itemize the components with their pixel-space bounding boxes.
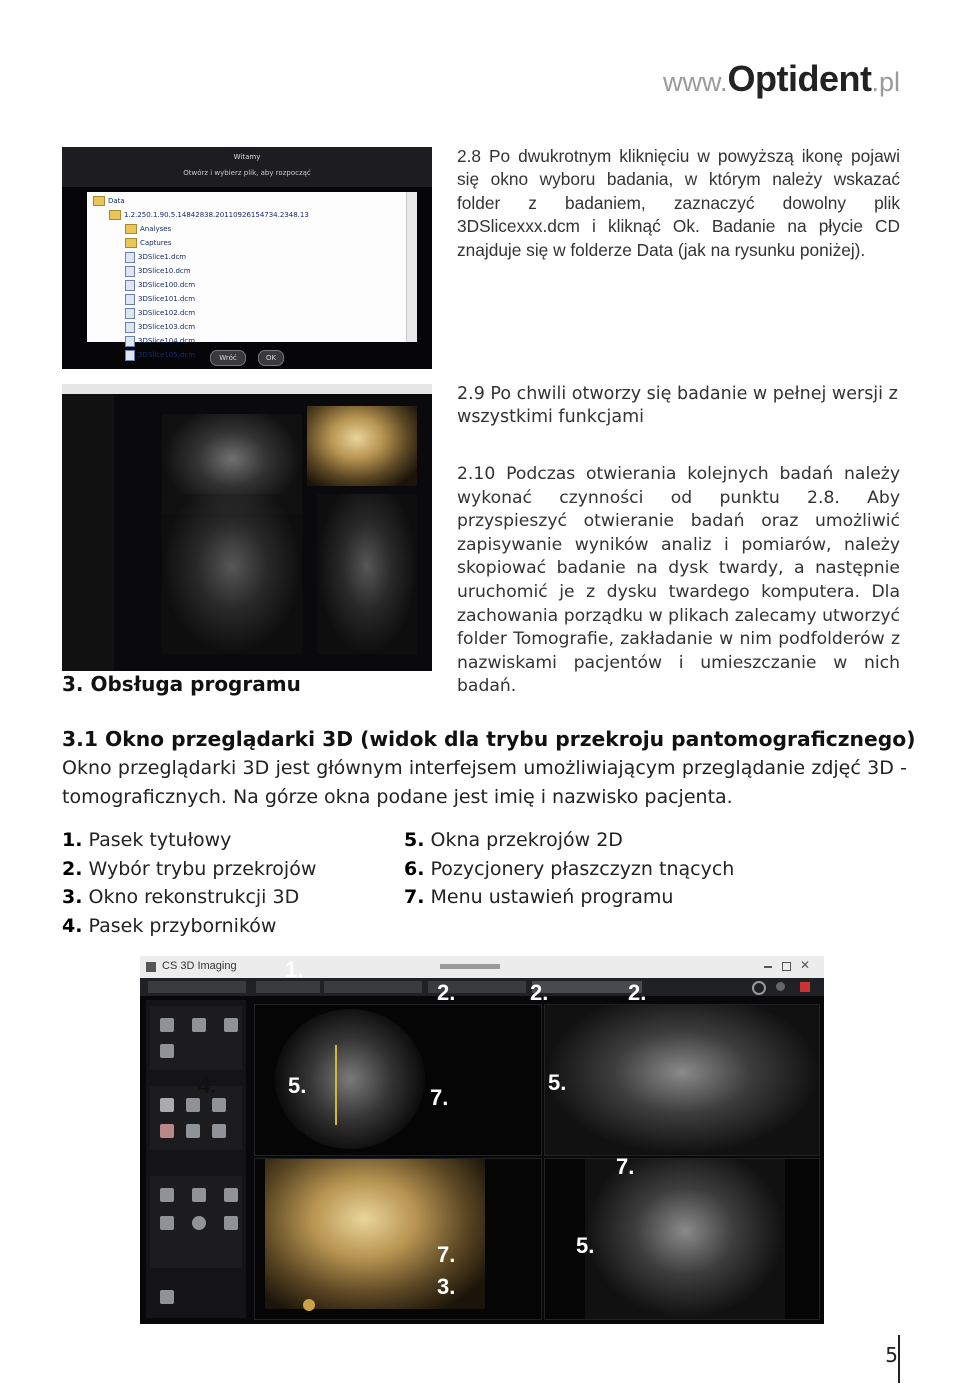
file-icon — [125, 280, 135, 291]
tree-row-label: Data — [108, 197, 125, 205]
callout-4: 4. — [198, 1073, 217, 1098]
tree-file-row[interactable] — [93, 334, 309, 348]
tree-row-label: 3DSlice105.dcm — [138, 351, 196, 359]
paragraph-2-10: 2.10 Podczas otwierania kolejnych badań należy wykonać czynności od punktu 2.8. Aby przyspieszyć otwieranie badań oraz umożliwić zapisywanie wyników analiz i pomiarów, należy skopiować badanie na dysk twardy, a następnie uruchomić je z dysku twardego komputera. Dla zachowania porządku w plikach zalecamy utworzyć folder Tomografie, zakładanie w nim podfolderów z nazwiskami pacjentów i umieszczanie w nich badań. — [457, 464, 900, 697]
mode-tab-active[interactable] — [532, 981, 642, 993]
tree-row-label: Analyses — [140, 225, 172, 233]
disc-icon[interactable] — [192, 1216, 206, 1230]
logo-www: www. — [662, 67, 728, 97]
tree-row-label: 3DSlice1.dcm — [138, 253, 187, 261]
legend-right — [404, 826, 734, 912]
file-icon — [125, 322, 135, 333]
legend-item: 3. Okno rekonstrukcji 3D — [62, 886, 300, 908]
callout-7b: 7. — [616, 1154, 635, 1179]
tooth-icon[interactable] — [224, 1018, 238, 1032]
sagittal-scan — [585, 1159, 785, 1319]
tree-folder-row[interactable] — [93, 222, 309, 236]
tree-file-row[interactable] — [93, 264, 309, 278]
callout-2a: 2. — [437, 980, 456, 1005]
callout-7c: 7. — [437, 1242, 456, 1267]
toolbox-panel — [146, 1000, 246, 1318]
legend-left — [62, 826, 316, 940]
legend-item: 5. Okna przekrojów 2D — [404, 829, 623, 851]
callout-5b: 5. — [548, 1070, 567, 1095]
implant-icon[interactable] — [186, 1124, 200, 1138]
app-title: CS 3D Imaging — [162, 960, 237, 972]
dialog-header — [62, 147, 432, 187]
callout-1: 1. — [285, 957, 304, 982]
file-icon — [125, 252, 135, 263]
section-3-1-body: Okno przeglądarki 3D jest głównym interfejsem umożliwiającym przeglądanie zdjęć 3D - tomograficznych. Na górze okna podane jest imię i nazwisko pacjenta. — [62, 757, 907, 808]
info-icon[interactable] — [160, 1290, 174, 1304]
tree-file-row[interactable] — [93, 320, 309, 334]
export-icon[interactable] — [160, 1216, 174, 1230]
tree-row-label: 3DSlice104.dcm — [138, 337, 196, 345]
tree-folder-row[interactable] — [93, 236, 309, 250]
skull-front-icon[interactable] — [160, 1018, 174, 1032]
ruler-icon[interactable] — [186, 1098, 200, 1112]
report-icon[interactable] — [160, 1188, 174, 1202]
dialog-title: Witamy — [233, 153, 261, 161]
small-cross-slice — [317, 494, 417, 654]
paragraph-2-9: 2.9 Po chwili otworzy się badanie w pełnej wersji z wszystkimi funkcjami — [457, 384, 898, 428]
page-number: 5 — [885, 1343, 898, 1367]
3d-reconstruction-view[interactable] — [254, 1158, 542, 1320]
viewer-small-screenshot — [62, 384, 432, 671]
tree-row-label: 3DSlice100.dcm — [138, 281, 196, 289]
tree-scrollbar[interactable] — [406, 192, 417, 342]
page-number-bar — [898, 1335, 900, 1383]
layers-icon[interactable] — [224, 1216, 238, 1230]
logo-brand: Optident — [727, 58, 872, 99]
app-titlebar — [140, 956, 824, 979]
arch-icon[interactable] — [160, 1124, 174, 1138]
file-icon — [125, 336, 135, 347]
section-mode-bar — [140, 978, 824, 996]
folder-icon — [93, 196, 105, 206]
cross-section-view-top[interactable] — [544, 1004, 820, 1156]
callout-3: 3. — [437, 1274, 456, 1299]
mode-tab[interactable] — [148, 981, 246, 993]
paragraph-2-8: 2.8 Po dwukrotnym kliknięciu w powyższą ikonę pojawi się okno wyboru badania, w którym należy wskazać folder z badaniem, zaznaczyć dowolny plik 3DSlicexxx.dcm i kliknąć Ok. Badanie na płycie CD znajduje się w folderze Data (jak na rysunku poniżej). — [457, 146, 900, 260]
settings-menu-icon[interactable] — [800, 982, 810, 992]
callout-5c: 5. — [576, 1233, 595, 1258]
toolbox-group — [150, 1006, 242, 1070]
legend-item: 6. Pozycjonery płaszczyzn tnących — [404, 857, 735, 880]
tree-folder-row[interactable] — [93, 208, 309, 222]
minimize-icon[interactable] — [764, 966, 772, 968]
legend-item: 4. Pasek przyborników — [62, 914, 277, 937]
tree-row-label: Captures — [140, 239, 172, 247]
callout-5a: 5. — [288, 1073, 307, 1098]
callout-2c: 2. — [628, 980, 647, 1005]
small-sagittal-slice — [162, 494, 302, 654]
orientation-ball[interactable] — [303, 1299, 315, 1311]
tree-file-row[interactable] — [93, 250, 309, 264]
callout-2b: 2. — [530, 980, 549, 1005]
camera-icon[interactable] — [224, 1188, 238, 1202]
tree-file-row[interactable] — [93, 306, 309, 320]
section-3-1-title: 3.1 Okno przeglądarki 3D (widok dla trybu przekroju pantomograficznego) — [62, 727, 916, 751]
volume-icon[interactable] — [160, 1044, 174, 1058]
small-3d-render — [307, 406, 417, 486]
file-icon — [125, 308, 135, 319]
plane-positioner[interactable] — [335, 1045, 337, 1125]
cross-section-scan — [545, 1005, 819, 1155]
tree-row-label: 3DSlice102.dcm — [138, 309, 196, 317]
tree-row-label: 3DSlice10.dcm — [138, 267, 191, 275]
skull-top-icon[interactable] — [192, 1018, 206, 1032]
small-toolbar-panel — [62, 394, 114, 671]
tree-row-label: 3DSlice101.dcm — [138, 295, 196, 303]
close-icon[interactable]: ✕ — [800, 958, 811, 972]
back-button[interactable]: Wróć — [210, 350, 246, 366]
tree-file-row[interactable] — [93, 278, 309, 292]
file-icon — [125, 350, 135, 361]
tree-folder-row[interactable] — [93, 194, 309, 208]
legend-item: 2. Wybór trybu przekrojów — [62, 857, 317, 880]
ok-button[interactable]: OK — [258, 350, 284, 366]
folder-icon — [109, 210, 121, 220]
small-titlebar — [62, 384, 432, 394]
angle-icon[interactable] — [212, 1098, 226, 1112]
maximize-icon[interactable] — [782, 962, 791, 971]
logo-tld: .pl — [871, 67, 900, 97]
patient-name-field — [440, 964, 500, 969]
file-icon — [125, 266, 135, 277]
optident-logo — [663, 58, 900, 100]
gear-icon[interactable] — [752, 981, 766, 995]
mode-tab[interactable] — [324, 981, 422, 993]
pointer-icon[interactable] — [160, 1098, 174, 1112]
tree-row-label: 1.2.250.1.90.5.14842838.20110926154734.2348.13 — [124, 211, 309, 219]
app-icon — [146, 962, 156, 972]
viewer-large-screenshot — [140, 956, 824, 1324]
legend-item: 1. Pasek tytułowy — [62, 829, 232, 851]
dialog-prompt: Otwórz i wybierz plik, aby rozpocząć — [183, 169, 311, 177]
toolbox-group — [150, 1086, 242, 1150]
nerve-icon[interactable] — [212, 1124, 226, 1138]
tree-file-row[interactable] — [93, 292, 309, 306]
folder-icon — [125, 238, 137, 248]
callout-7a: 7. — [430, 1085, 449, 1110]
section-3-title: 3. Obsługa programu — [62, 672, 301, 696]
folder-icon — [125, 224, 137, 234]
help-icon[interactable] — [776, 982, 785, 991]
file-icon — [125, 294, 135, 305]
print-icon[interactable] — [192, 1188, 206, 1202]
study-selection-dialog-screenshot — [62, 147, 432, 369]
tree-row-label: 3DSlice103.dcm — [138, 323, 196, 331]
legend-item: 7. Menu ustawień programu — [404, 886, 674, 908]
